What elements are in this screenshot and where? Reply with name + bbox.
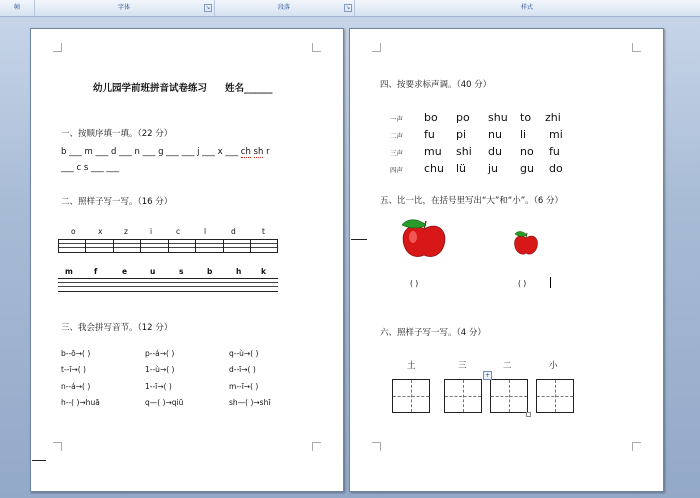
margin-corner-mark xyxy=(632,43,641,52)
grid-divider xyxy=(113,240,114,252)
letter: e xyxy=(122,267,128,276)
grid-line xyxy=(58,282,278,283)
tianzige-box[interactable] xyxy=(536,379,574,413)
grid-divider xyxy=(195,240,196,252)
syllable-item: h--( )→huā xyxy=(61,398,100,407)
syllable: mi xyxy=(549,128,563,141)
syllable-item: p--á→( ) xyxy=(145,349,175,358)
dialog-launcher-icon[interactable]: ↘ xyxy=(345,5,351,11)
grid-divider xyxy=(168,240,169,252)
answer-blank-small: ( ) xyxy=(518,279,527,288)
section-5-heading: 五、比一比，在括号里写出“大”和“小”。（6 分） xyxy=(380,196,563,206)
letter: i xyxy=(150,227,153,236)
alphabet-ch: ch xyxy=(240,147,251,157)
syllable: zhi xyxy=(545,111,561,124)
alphabet-sh: sh xyxy=(253,147,264,157)
letter: z xyxy=(124,227,128,236)
syllable-item: 1--ī→( ) xyxy=(145,382,172,391)
grid-line xyxy=(58,286,278,287)
alphabet-r: r xyxy=(266,147,270,157)
letter: t xyxy=(262,227,265,236)
syllable-item: n--á→( ) xyxy=(61,382,91,391)
ribbon-group-frame[interactable] xyxy=(0,0,35,16)
grid-divider xyxy=(277,240,278,252)
section-2-heading: 二、照样子写一写。（16 分） xyxy=(61,197,173,207)
tone-label: 三声 xyxy=(390,149,403,157)
ribbon-group-styles[interactable] xyxy=(354,0,700,16)
ribbon-group-label: 样式 xyxy=(520,4,533,11)
page-break-mark xyxy=(32,460,46,461)
syllable: shu xyxy=(488,111,508,124)
syllable: lü xyxy=(456,162,467,175)
ribbon-group-label: 段落 xyxy=(277,4,290,11)
grid-divider xyxy=(223,240,224,252)
letter: o xyxy=(71,227,76,236)
margin-corner-mark xyxy=(632,442,641,451)
writing-grid-2 xyxy=(58,278,278,292)
section-1-line-1 xyxy=(61,147,270,157)
margin-corner-mark xyxy=(312,442,321,451)
section-4-heading: 四、按要求标声调。（40 分） xyxy=(380,80,492,90)
syllable: fu xyxy=(424,128,435,141)
syllable: nu xyxy=(488,128,502,141)
tianzige-box[interactable] xyxy=(490,379,528,413)
grid-divider xyxy=(85,240,86,252)
ribbon-group-label: 字体 xyxy=(117,4,130,11)
margin-corner-mark xyxy=(53,442,62,451)
letter: x xyxy=(98,227,103,236)
section-6-heading: 六、照样子写一写。（4 分） xyxy=(380,328,486,338)
letter: b xyxy=(207,267,213,276)
letter: c xyxy=(176,227,181,236)
syllable-item: q--ù→( ) xyxy=(229,349,259,358)
ribbon-bar xyxy=(0,0,700,17)
tianzige-box[interactable] xyxy=(392,379,430,413)
letter: m xyxy=(65,267,73,276)
margin-corner-mark xyxy=(312,43,321,52)
model-char: 土 xyxy=(407,361,416,371)
letter: h xyxy=(236,267,242,276)
syllable-item: 1--ù→( ) xyxy=(145,365,175,374)
alphabet-blanks: b ___ m ___ d ___ n ___ g ___ ___ j ___ x ___ xyxy=(61,147,239,157)
name-label: 姓名______ xyxy=(225,83,273,94)
syllable: shi xyxy=(456,145,472,158)
document-page-1[interactable] xyxy=(30,28,344,492)
syllable-item: b--ō→( ) xyxy=(61,349,91,358)
big-apple-icon xyxy=(398,219,450,261)
syllable: to xyxy=(520,111,532,124)
margin-mark xyxy=(351,239,367,240)
letter: s xyxy=(179,267,184,276)
margin-corner-mark xyxy=(372,442,381,451)
table-move-handle-icon[interactable]: + xyxy=(484,372,491,379)
document-page-2[interactable] xyxy=(349,28,664,492)
syllable-item: t--ī→( ) xyxy=(61,365,86,374)
writing-grid-1 xyxy=(58,239,278,253)
dialog-launcher-icon[interactable]: ↘ xyxy=(205,5,211,11)
letter: u xyxy=(150,267,156,276)
section-1-line-2: ___ c s ___ ___ xyxy=(61,163,120,173)
letter: f xyxy=(94,267,98,276)
syllable: po xyxy=(456,111,470,124)
letter: d xyxy=(231,227,236,236)
section-3-heading: 三、我会拼写音节。（12 分） xyxy=(61,323,173,333)
syllable: du xyxy=(488,145,502,158)
model-char: 三 xyxy=(458,361,467,371)
grid-divider xyxy=(58,240,59,252)
page-title: 幼儿园学前班拼音试卷练习 xyxy=(93,83,208,94)
tone-label: 一声 xyxy=(390,115,403,123)
ribbon-group-paragraph[interactable] xyxy=(214,0,355,16)
syllable: mu xyxy=(424,145,442,158)
syllable: bo xyxy=(424,111,438,124)
ribbon-group-label: 帧 xyxy=(13,4,20,11)
syllable: pi xyxy=(456,128,467,141)
syllable: fu xyxy=(549,145,560,158)
answer-blank-big: ( ) xyxy=(410,279,419,288)
model-char: 小 xyxy=(549,361,558,371)
syllable: ju xyxy=(488,162,499,175)
syllable-item: q—( )→qiū xyxy=(145,398,184,407)
syllable: do xyxy=(549,162,563,175)
margin-corner-mark xyxy=(372,43,381,52)
syllable-item: d--ī→( ) xyxy=(229,365,256,374)
model-char: 二 xyxy=(503,361,512,371)
grid-divider xyxy=(250,240,251,252)
syllable-item: m--ī→( ) xyxy=(229,382,259,391)
letter: k xyxy=(261,267,266,276)
ribbon-group-font[interactable] xyxy=(34,0,215,16)
tone-label: 二声 xyxy=(390,132,403,140)
syllable: no xyxy=(520,145,534,158)
tianzige-box[interactable] xyxy=(444,379,482,413)
syllable-item: sh—( )→shī xyxy=(229,398,271,407)
syllable: li xyxy=(520,128,527,141)
syllable: gu xyxy=(520,162,534,175)
margin-corner-mark xyxy=(53,43,62,52)
syllable: chu xyxy=(424,162,444,175)
grid-divider xyxy=(140,240,141,252)
text-cursor xyxy=(550,277,551,288)
tone-label: 四声 xyxy=(390,166,403,174)
small-apple-icon xyxy=(512,231,540,257)
letter: l xyxy=(204,227,207,236)
table-resize-handle-icon[interactable] xyxy=(526,412,531,417)
section-1-heading: 一、按顺序填一填。（22 分） xyxy=(61,129,173,139)
